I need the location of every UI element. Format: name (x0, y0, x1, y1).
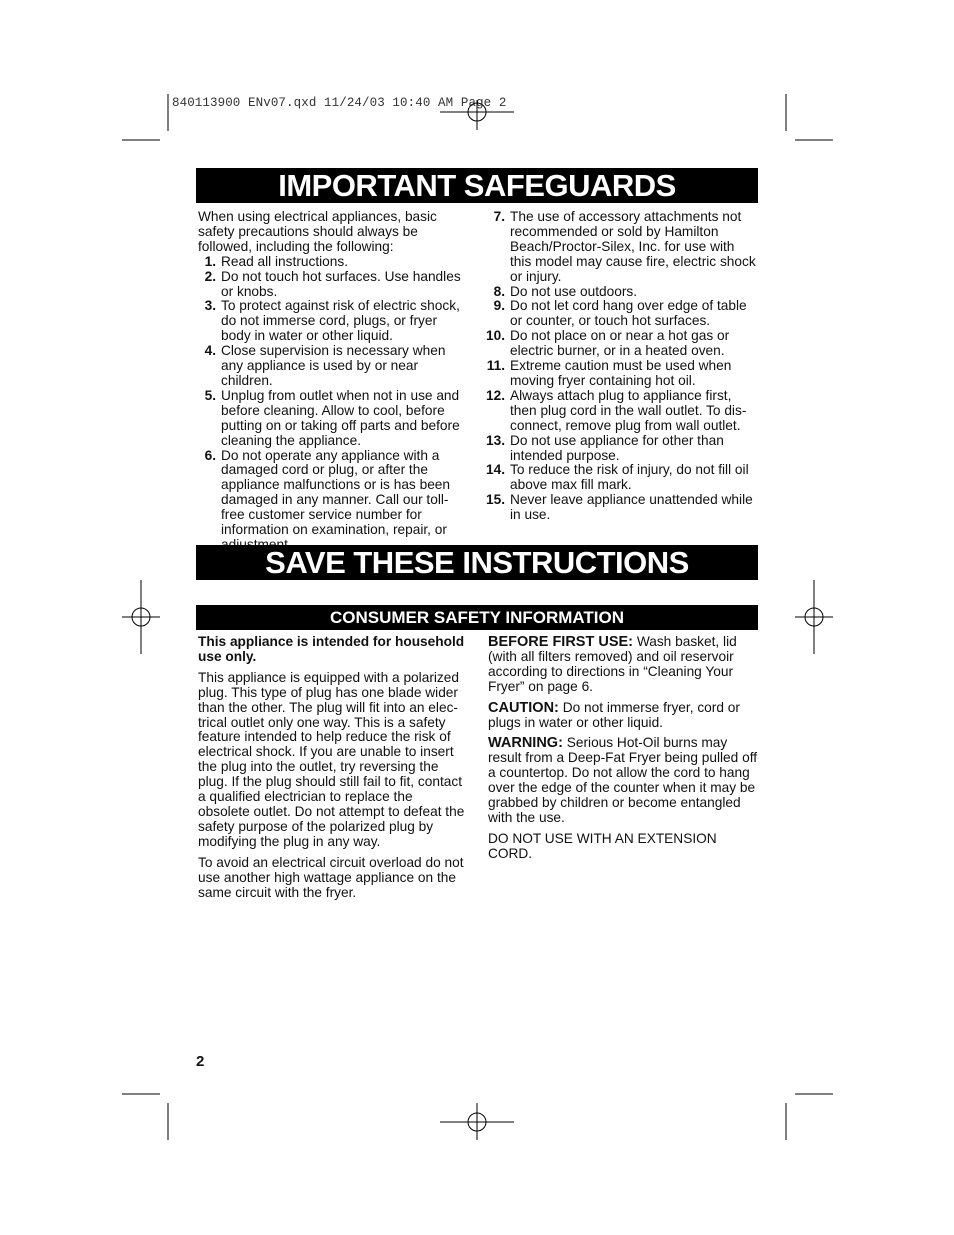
page-number: 2 (196, 1053, 205, 1070)
list-item (198, 299, 468, 344)
item-number: 13. (486, 432, 506, 448)
item-number: 7. (493, 209, 505, 224)
safeguards-list-left (198, 255, 468, 553)
item-number: 11. (486, 358, 505, 374)
list-item (486, 359, 758, 389)
warning-label: WARNING: (488, 735, 563, 752)
item-number: 5. (204, 387, 216, 403)
polarized-plug-paragraph: This appliance is equipped with a polarized plug. This type of plug has one blade wider than the other. The plug will fit into an elec-trical outlet only one way. This is a safety feature intended to help reduce the risk of electrical shock. If you are unable to insert the plug into the outlet, try reversing the plug. If the plug should still fail to fit, contact a qualified electrician to replace the obsolete outlet. Do not attempt to defeat the safety purpose of the polarized plug by modifying the plug in any way. (198, 669, 465, 849)
item-text: Close supervision is necessary when any appliance is used by or near children. (221, 343, 446, 388)
extension-cord-notice: DO NOT USE WITH AN EXTENSION CORD. (488, 830, 717, 861)
warning-paragraph (488, 736, 760, 825)
safeguards-list-right (486, 210, 758, 523)
item-number: 9. (493, 298, 505, 314)
item-text: Do not touch hot surfaces. Use handles or knobs. (221, 268, 461, 299)
item-number: 3. (204, 298, 216, 314)
item-text: Do not let cord hang over edge of table or counter, or touch hot surfaces. (510, 298, 747, 329)
item-number: 14. (486, 462, 506, 478)
list-item (486, 463, 758, 493)
item-number: 2. (204, 268, 216, 284)
item-text: Read all instructions. (221, 253, 349, 269)
item-text: Never leave appliance unattended while in use. (510, 492, 753, 523)
list-item (486, 434, 758, 464)
list-item (198, 344, 468, 389)
item-number: 4. (204, 343, 216, 359)
printer-slug: 840113900 ENv07.qxd 11/24/03 10:40 AM Page 2 (172, 96, 507, 110)
item-text: Extreme caution must be used when moving fryer containing hot oil. (510, 358, 732, 388)
consumer-safety-heading: CONSUMER SAFETY INFORMATION (196, 605, 758, 630)
list-item (486, 210, 758, 285)
item-text: Do not operate any appliance with a damaged cord or plug, or after the appliance malfunctions or is has been damaged in any manner. Call our toll-free customer service number for information on examination, repair, or (221, 447, 451, 538)
save-instructions-heading: SAVE THESE INSTRUCTIONS (196, 545, 758, 580)
consumer-left-column (198, 635, 468, 900)
important-safeguards-heading: IMPORTANT SAFEGUARDS (196, 168, 758, 203)
list-item (486, 493, 758, 523)
caution-text: Do not immerse fryer, cord or plugs in water or other liquid. (488, 699, 740, 730)
item-text: To protect against risk of electric shock, do not immerse cord, plugs, or fryer body in water or other liquid. (221, 298, 460, 344)
safeguards-left-column (198, 210, 468, 553)
item-number: 12. (486, 387, 506, 403)
household-notice: This appliance is intended for household use only. (198, 634, 465, 664)
safeguards-right-column (486, 210, 758, 523)
warning-text: Serious Hot-Oil burns may result from a Deep-Fat Fryer being pulled off a countertop. Do not allow the cord to hang over the edge of the counter when it may be grabbed by children or become entangled with the use. (488, 735, 758, 825)
item-text: Do not use outdoors. (510, 283, 638, 299)
list-item (486, 389, 758, 434)
list-item (486, 329, 758, 359)
item-text: The use of accessory attachments not recommended or sold by Hamilton Beach/Proctor-Silex, Inc. for use with this model may cause fire, electric shock or injury. (510, 209, 756, 284)
item-text: Do not use appliance for other than intended purpose. (510, 432, 724, 463)
caution-label: CAUTION: (488, 699, 559, 716)
list-item (486, 285, 758, 300)
item-number: 1. (204, 253, 216, 269)
before-first-use-text: Wash basket, lid (with all filters removed) and oil reservoir according to directions in “Cleaning Your Fryer” on page 6. (488, 634, 737, 694)
safeguards-intro: When using electrical appliances, basic safety precautions should always be followed, including the following: (198, 209, 437, 254)
list-item (486, 299, 758, 329)
item-text: To reduce the risk of injury, do not fill oil above max fill mark. (510, 462, 749, 493)
item-text: Do not place on or near a hot gas or electric burner, or in a heated oven. (510, 328, 730, 359)
item-number: 10. (486, 328, 506, 344)
before-first-use-label: BEFORE FIRST USE: (488, 634, 634, 650)
list-item (198, 255, 468, 270)
item-text: Unplug from outlet when not in use and before cleaning. Allow to cool, before putting on or taking off parts and before cleaning the appliance. (221, 387, 460, 448)
item-number: 15. (486, 492, 506, 508)
list-item (198, 270, 468, 300)
list-item (198, 389, 468, 449)
item-text: Always attach plug to appliance first, then plug cord in the wall outlet. To dis-connect, remove plug from wall outlet. (510, 387, 747, 433)
before-first-use-paragraph (488, 635, 760, 695)
circuit-overload-paragraph: To avoid an electrical circuit overload do not use another high wattage appliance on the same circuit with the fryer. (198, 854, 464, 900)
list-item (198, 449, 468, 553)
item-number: 8. (493, 283, 505, 299)
item-number: 6. (204, 447, 216, 463)
caution-paragraph (488, 701, 760, 731)
consumer-right-column (488, 635, 760, 862)
